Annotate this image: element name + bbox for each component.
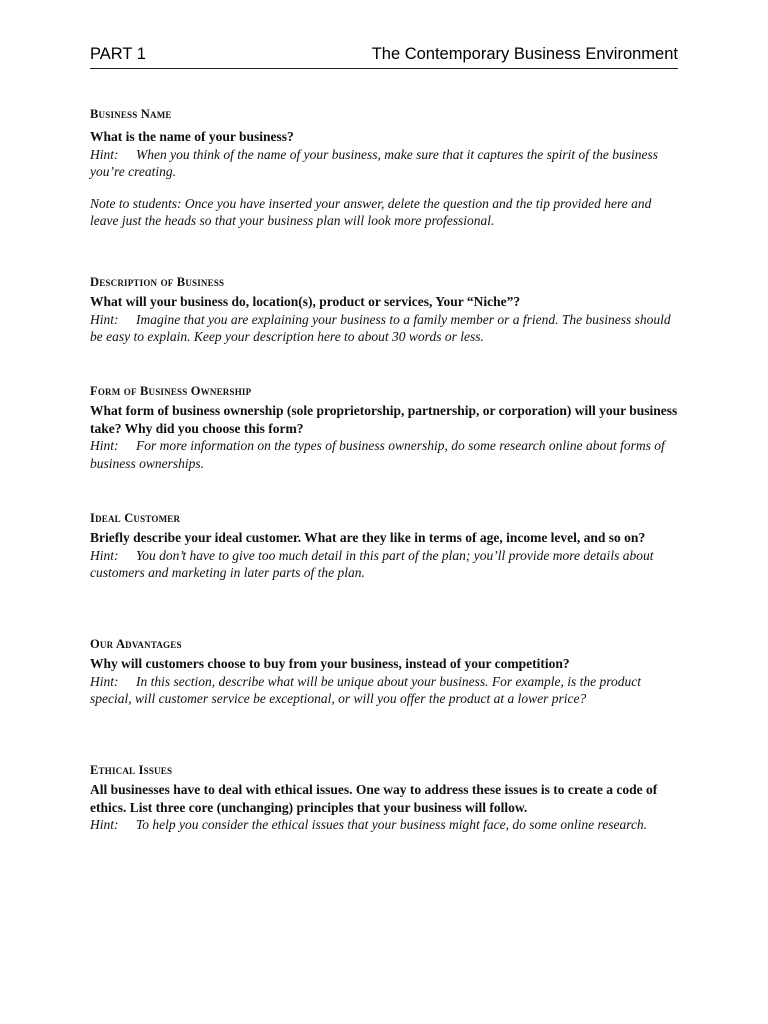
section-our-advantages xyxy=(90,637,678,708)
hint-text: For more information on the types of business ownership, do some research online about forms of business ownerships. xyxy=(90,438,665,471)
student-note: Note to students: Once you have inserted your answer, delete the question and the tip provided here and leave just the heads so that your business plan will look more professional. xyxy=(90,195,652,228)
part-label: PART 1 xyxy=(90,45,146,63)
section-hint xyxy=(90,547,678,582)
hint-label: Hint: xyxy=(90,146,119,162)
section-heading: Our Advantages xyxy=(90,637,182,651)
section-heading: Ideal Customer xyxy=(90,511,181,525)
section-heading: Description of Business xyxy=(90,275,225,289)
hint-text: To help you consider the ethical issues that your business might face, do some online research. xyxy=(136,817,648,832)
page-header xyxy=(90,44,678,69)
section-ethical-issues xyxy=(90,763,678,834)
section-description-of-business xyxy=(90,275,678,346)
section-question: Briefly describe your ideal customer. What are they like in terms of age, income level, and so on? xyxy=(90,530,646,545)
section-heading: Ethical Issues xyxy=(90,763,173,777)
section-question: What form of business ownership (sole proprietorship, partnership, or corporation) will your business take? Why did you choose this form? xyxy=(90,403,678,436)
section-form-of-business-ownership xyxy=(90,384,678,472)
hint-label: Hint: xyxy=(90,438,119,453)
hint-label: Hint: xyxy=(90,311,119,327)
section-ideal-customer xyxy=(90,511,678,582)
section-heading: Form of Business Ownership xyxy=(90,384,252,398)
section-question: Why will customers choose to buy from your business, instead of your competition? xyxy=(90,656,570,671)
hint-label: Hint: xyxy=(90,817,119,832)
hint-text: Imagine that you are explaining your business to a family member or a friend. The business should be easy to explain. Keep your description here to about 30 words or less. xyxy=(90,311,671,344)
chapter-title: The Contemporary Business Environment xyxy=(371,45,678,63)
hint-label: Hint: xyxy=(90,547,119,563)
hint-text: You don’t have to give too much detail in this part of the plan; you’ll provide more details about customers and marketing in later parts of the plan. xyxy=(90,547,654,580)
hint-text: When you think of the name of your business, make sure that it captures the spirit of the business you’re creating. xyxy=(90,146,659,179)
section-hint xyxy=(90,311,678,346)
hint-label: Hint: xyxy=(90,673,119,689)
section-hint xyxy=(90,146,678,181)
section-hint xyxy=(90,437,678,472)
section-hint xyxy=(90,673,678,708)
hint-text: In this section, describe what will be unique about your business. For example, is the product special, will customer service be exceptional, or will you offer the product at a lower price? xyxy=(90,673,641,706)
section-business-name xyxy=(90,107,678,230)
section-question: All businesses have to deal with ethical issues. One way to address these issues is to create a code of ethics. List three core (unchanging) principles that your business will follow. xyxy=(90,782,658,815)
section-question: What will your business do, location(s), product or services, Your “Niche”? xyxy=(90,294,521,309)
section-hint xyxy=(90,816,678,834)
section-heading: Business Name xyxy=(90,107,172,121)
section-question: What is the name of your business? xyxy=(90,129,294,144)
